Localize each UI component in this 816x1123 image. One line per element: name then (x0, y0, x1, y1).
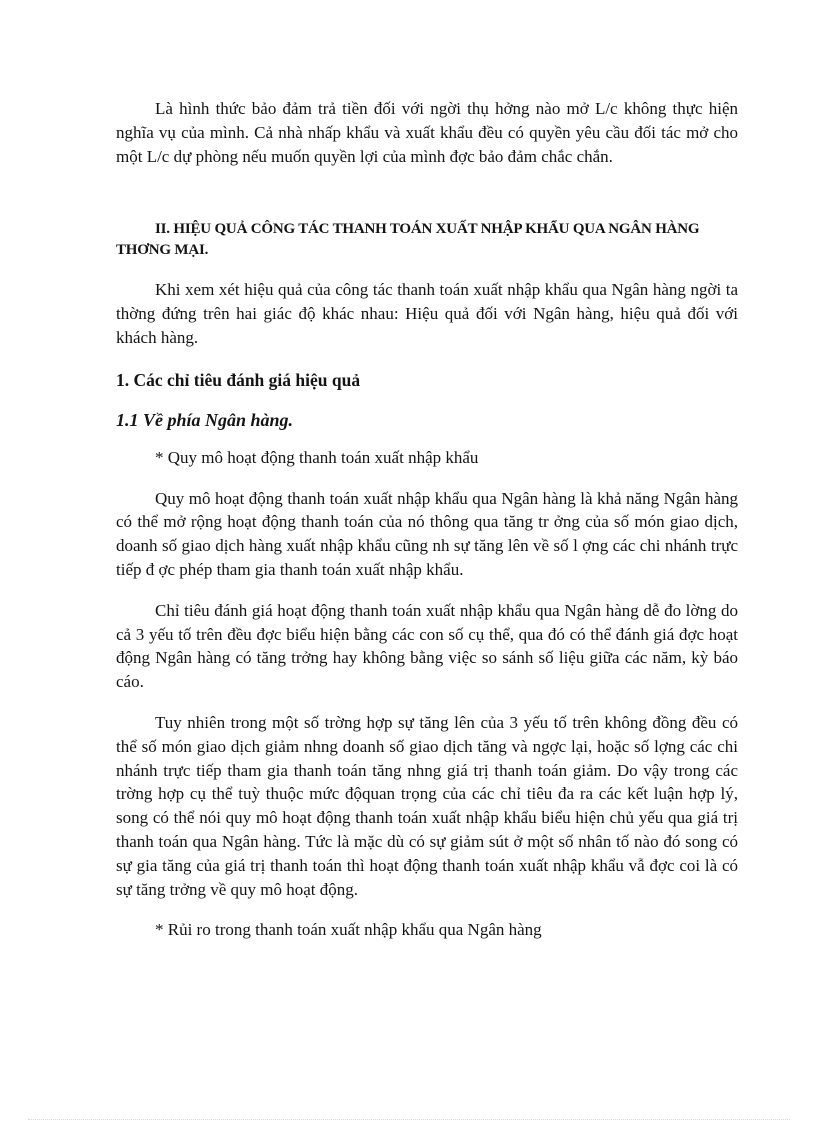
bullet-scale: * Quy mô hoạt động thanh toán xuất nhập khẩu (155, 447, 479, 467)
section-heading-criteria: 1. Các chỉ tiêu đánh giá hiệu quả (116, 369, 361, 390)
page-content (116, 97, 738, 942)
subsection-heading-bank: 1.1 Về phía Ngân hàng. (116, 409, 294, 430)
paragraph-scale-definition: Quy mô hoạt động thanh toán xuất nhập khẩu qua Ngân hàng là khả năng Ngân hàng có thể mở rộng hoạt động thanh toán của nó thông qua tăng tr ởng của số món giao dịch, doanh số giao dịch hàng xuất nhập khẩu cũng nh sự tăng lên về số l ợng các chi nhánh trực tiếp đ ợc phép tham gia thanh toán xuất nhập khẩu. (116, 488, 738, 579)
paragraph-efficiency-intro: Khi xem xét hiệu quả của công tác thanh toán xuất nhập khẩu qua Ngân hàng ngời ta thờng đứng trên hai giác độ khác nhau: Hiệu quả đối với Ngân hàng, hiệu quả đối với khách hàng. (116, 280, 738, 347)
chapter-heading-efficiency: II. HIỆU QUẢ CÔNG TÁC THANH TOÁN XUẤT NHẬP KHẨU QUA NGÂN HÀNG THƠNG MẠI. (116, 221, 700, 259)
paragraph-measurement: Chỉ tiêu đánh giá hoạt động thanh toán xuất nhập khẩu qua Ngân hàng dễ đo lờng do cả 3 yếu tố trên đều đợc biểu hiện bằng các con số cụ thể, qua đó có thể đánh giá đợc hoạt động Ngân hàng có tăng trởng hay không bằng việc so sánh số liệu giữa các năm, kỳ báo cáo. (116, 600, 738, 692)
paragraph-exceptions: Tuy nhiên trong một số trờng hợp sự tăng lên của 3 yếu tố trên không đồng đều có thể số món giao dịch giảm nhng doanh số giao dịch tăng và ngợc lại, hoặc số lợng các chi nhánh trực tiếp tham gia thanh toán tăng nhng giá trị thanh toán giảm. Do vậy trong các trờng hợp cụ thể tuỳ thuộc mức độquan trọng của các chỉ tiêu đa ra các kết luận hợp lý, song có thể nói quy mô hoạt động thanh toán xuất nhập khẩu biểu hiện chủ yếu qua giá trị thanh toán qua Ngân hàng. Tức là mặc dù có sự giảm sút ở một số nhân tố nào đó song có sự gia tăng của giá trị thanh toán thì hoạt động thanh toán xuất nhập khẩu vẫ đợc coi là có sự tăng trởng về quy mô hoạt động. (116, 712, 738, 899)
paragraph-standby-lc: Là hình thức bảo đảm trả tiền đối với ngời thụ hởng nào mở L/c không thực hiện nghĩa vụ của mình. Cả nhà nhấp khẩu và xuất khẩu đều có quyền yêu cầu đối tác mở cho một L/c dự phòng nếu muốn quyền lợi của mình đợc bảo đảm chắc chắn. (116, 99, 738, 166)
bullet-risk: * Rủi ro trong thanh toán xuất nhập khẩu qua Ngân hàng (155, 920, 542, 940)
page-bottom-divider (28, 1119, 790, 1120)
